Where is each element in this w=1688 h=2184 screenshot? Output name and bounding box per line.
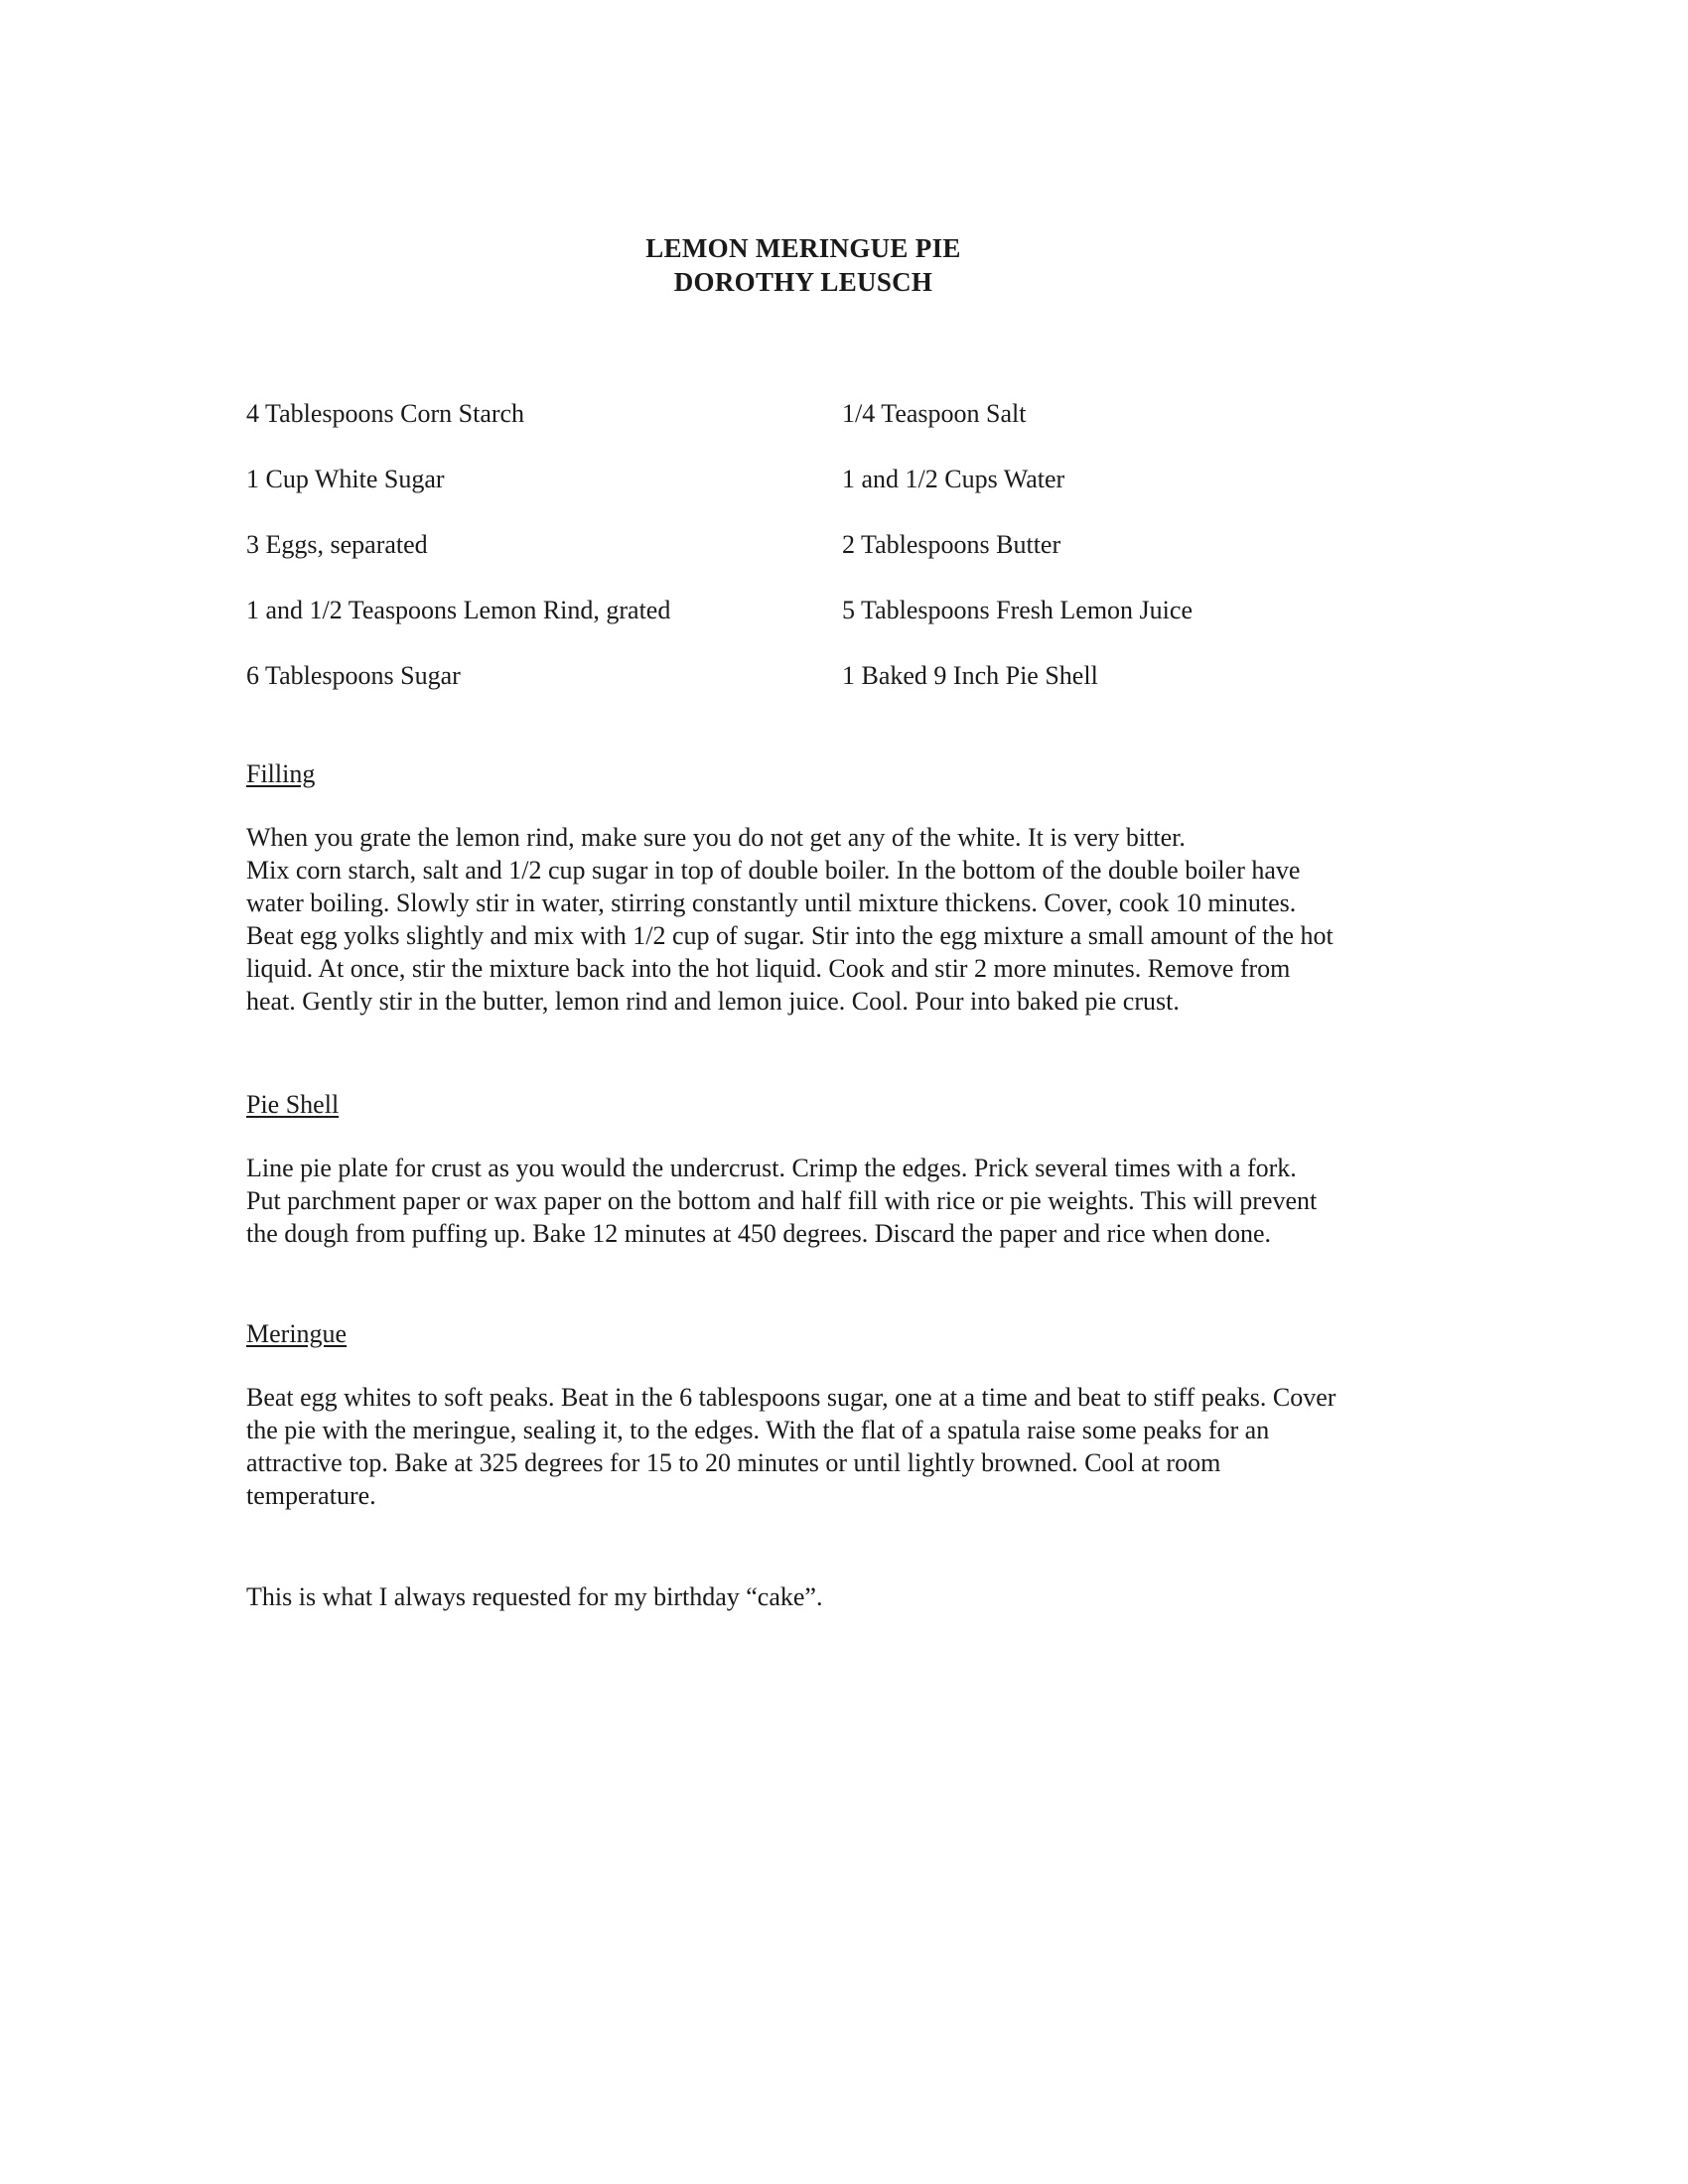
ingredient-item: 3 Eggs, separated [246,530,428,559]
filling-section [246,757,1458,1018]
closing-note: This is what I always requested for my birthday “cake”. [246,1582,823,1611]
filling-heading: Filling [246,759,316,788]
pie-shell-instructions: Line pie plate for crust as you would the undercrust. Crimp the edges. Prick several times with a fork. Put parchment paper or wax paper on the bottom and half fill with rice or pie weights. This will prevent the dough from puffing up. Bake 12 minutes at 450 degrees. Discard the paper and rice when done. [246,1154,1318,1248]
ingredient-row [246,463,1438,528]
ingredient-row [246,594,1438,659]
ingredient-item: 2 Tablespoons Butter [842,530,1061,559]
ingredients-list [246,397,1438,725]
ingredient-row [246,659,1438,725]
filling-instructions: When you grate the lemon rind, make sure you do not get any of the white. It is very bitter. Mix corn starch, salt and 1/2 cup sugar in top of double boiler. In the bottom of the double boiler have water boiling. Slowly stir in water, stirring constantly until mixture thickens. Cover, cook 10 minutes. Beat egg yolks slightly and mix with 1/2 cup of sugar. Stir into the egg mixture a small amount of the hot liquid. At once, stir the mixture back into the hot liquid. Cook and stir 2 more minutes. Remove from heat. Gently stir in the butter, lemon rind and lemon juice. Cool. Pour into baked pie crust. [246,823,1334,1016]
ingredient-item: 1/4 Teaspoon Salt [842,399,1027,428]
meringue-instructions: Beat egg whites to soft peaks. Beat in the 6 tablespoons sugar, one at a time and beat to stiff peaks. Cover the pie with the meringue, sealing it, to the edges. With the flat of a spatula raise some peaks for an attractive top. Bake at 325 degrees for 15 to 20 minutes or until lightly browned. Cool at room temperature. [246,1383,1336,1510]
title-block [0,231,1607,299]
meringue-section [246,1317,1458,1512]
recipe-author: DOROTHY LEUSCH [673,267,933,297]
pie-shell-section [246,1088,1458,1250]
ingredient-item: 6 Tablespoons Sugar [246,661,461,690]
ingredient-item: 1 Baked 9 Inch Pie Shell [842,661,1098,690]
ingredient-item: 1 and 1/2 Teaspoons Lemon Rind, grated [246,596,671,624]
meringue-heading: Meringue [246,1319,348,1348]
ingredient-item: 1 Cup White Sugar [246,465,445,493]
ingredient-item: 5 Tablespoons Fresh Lemon Juice [842,596,1193,624]
pie-shell-heading: Pie Shell [246,1090,340,1119]
ingredient-item: 4 Tablespoons Corn Starch [246,399,525,428]
ingredient-row [246,528,1438,594]
ingredient-row [246,397,1438,463]
recipe-title: LEMON MERINGUE PIE [645,233,961,263]
ingredient-item: 1 and 1/2 Cups Water [842,465,1065,493]
